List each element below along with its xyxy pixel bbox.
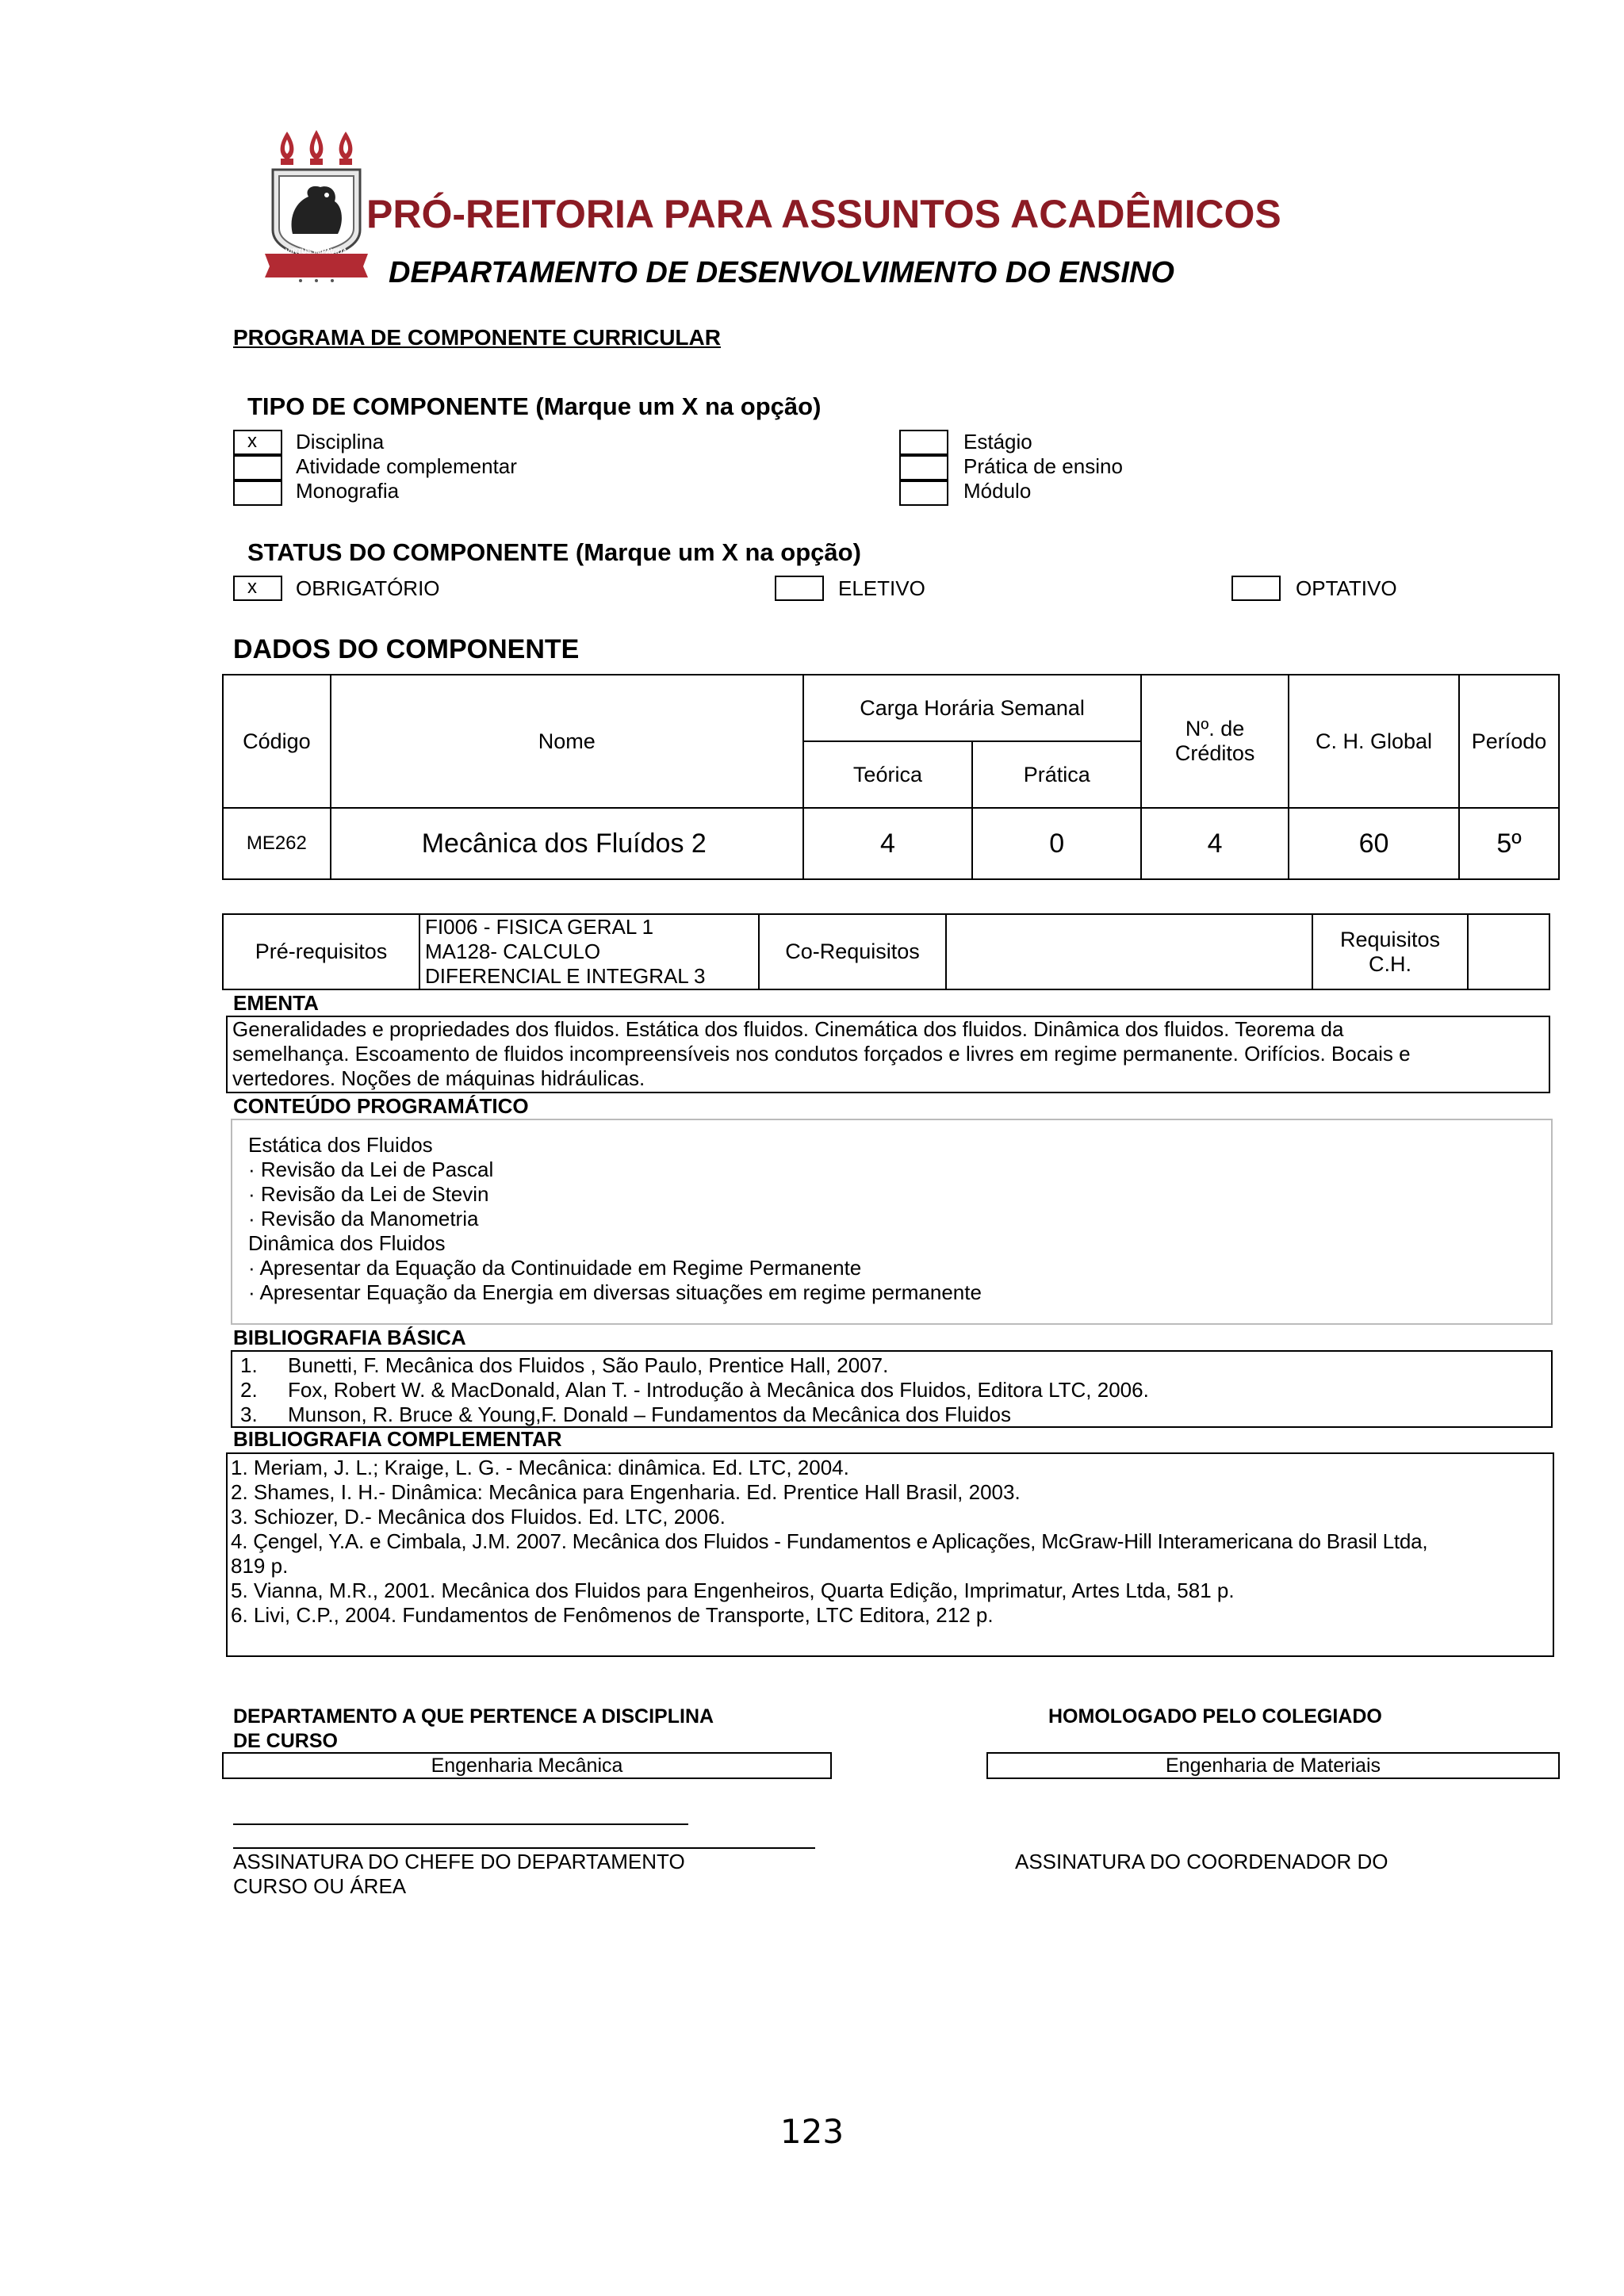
signature-line <box>233 1823 688 1825</box>
tipo-atividade-checkbox[interactable] <box>233 455 282 480</box>
dept-label-line1: DEPARTAMENTO A QUE PERTENCE A DISCIPLINA <box>233 1705 714 1728</box>
header-periodo: Período <box>1459 675 1559 808</box>
ementa-line: Generalidades e propriedades dos fluidos. Estática dos fluidos. Cinemática dos fluidos. Dinâmica dos fluidos. Teorema da <box>232 1017 1344 1041</box>
tipo-estagio-label: Estágio <box>963 430 1032 453</box>
conteudo-line: Estática dos Fluidos <box>248 1133 433 1157</box>
header-ch-global: C. H. Global <box>1289 675 1459 808</box>
status-eletivo-checkbox[interactable] <box>775 576 824 601</box>
bib-complementar-heading: BIBLIOGRAFIA COMPLEMENTAR <box>233 1427 562 1451</box>
tipo-heading: TIPO DE COMPONENTE (Marque um X na opção) <box>247 392 822 420</box>
homologado-value-field: Engenharia de Materiais <box>986 1752 1560 1779</box>
logo-motto-text: VIRTUS IMPAVIDA <box>285 247 348 255</box>
tipo-modulo-checkbox[interactable] <box>899 480 948 506</box>
header-codigo: Código <box>223 675 331 808</box>
bib-complementar-line: 6. Livi, C.P., 2004. Fundamentos de Fenômenos de Transporte, LTC Editora, 212 p. <box>231 1603 994 1627</box>
pre-requisito-line: FI006 - FISICA GERAL 1 <box>425 915 654 939</box>
bib-basica-num: 3. <box>240 1402 258 1426</box>
value-pratica: 0 <box>972 808 1141 879</box>
signature-right-caption: ASSINATURA DO COORDENADOR DO <box>1015 1850 1388 1873</box>
bib-basica-item <box>237 1353 1551 1378</box>
conteudo-box <box>231 1119 1553 1325</box>
header-creditos-line1: Nº. de <box>1185 717 1245 740</box>
value-nome: Mecânica dos Fluídos 2 <box>331 808 803 879</box>
page-subtitle: DEPARTAMENTO DE DESENVOLVIMENTO DO ENSINO <box>389 256 1174 289</box>
status-eletivo-label: ELETIVO <box>838 576 925 600</box>
conteudo-line: · Apresentar da Equação da Continuidade em Regime Permanente <box>248 1256 862 1280</box>
bib-complementar-line: 2. Shames, I. H.- Dinâmica: Mecânica para Engenharia. Ed. Prentice Hall Brasil, 2003. <box>231 1480 1021 1504</box>
tipo-estagio-checkbox[interactable] <box>899 430 948 455</box>
header-creditos <box>1141 675 1289 808</box>
conteudo-line: Dinâmica dos Fluidos <box>248 1231 446 1255</box>
tipo-monografia-label: Monografia <box>296 479 400 503</box>
bib-complementar-line: 819 p. <box>231 1554 289 1578</box>
pre-requisito-line: MA128- CALCULO <box>425 939 601 963</box>
bib-basica-text: Bunetti, F. Mecânica dos Fluidos , São Paulo, Prentice Hall, 2007. <box>288 1353 889 1377</box>
pre-requisitos-value <box>419 914 759 989</box>
status-heading: STATUS DO COMPONENTE (Marque um X na opção) <box>247 538 861 566</box>
signature-left-line2: CURSO OU ÁREA <box>233 1874 407 1898</box>
bib-basica-num: 2. <box>240 1378 258 1402</box>
tipo-monografia-checkbox[interactable] <box>233 480 282 506</box>
bib-basica-text: Fox, Robert W. & MacDonald, Alan T. - Introdução à Mecânica dos Fluidos, Editora LTC, 2006. <box>288 1378 1149 1402</box>
pre-requisito-line: DIFERENCIAL E INTEGRAL 3 <box>425 964 706 988</box>
tipo-modulo-label: Módulo <box>963 479 1032 503</box>
bib-complementar-box <box>226 1452 1554 1657</box>
value-creditos: 4 <box>1141 808 1289 879</box>
tipo-right-labels <box>963 430 1123 503</box>
dept-label <box>233 1705 714 1754</box>
tipo-atividade-label: Atividade complementar <box>296 454 517 478</box>
bib-basica-item <box>237 1378 1551 1402</box>
requisitos-ch-value <box>1468 914 1549 989</box>
co-requisitos-label: Co-Requisitos <box>759 914 946 989</box>
conteudo-line: · Apresentar Equação da Energia em diversas situações em regime permanente <box>248 1280 982 1304</box>
status-optativo-checkbox[interactable] <box>1231 576 1281 601</box>
signature-left-caption <box>233 1850 685 1899</box>
value-ch-global: 60 <box>1289 808 1459 879</box>
requisitos-ch-label <box>1312 914 1468 989</box>
page-title: PRÓ-REITORIA PARA ASSUNTOS ACADÊMICOS <box>366 192 1281 236</box>
ementa-line: vertedores. Noções de máquinas hidráulicas. <box>232 1066 645 1090</box>
header-carga: Carga Horária Semanal <box>803 675 1142 741</box>
header-nome: Nome <box>331 675 803 808</box>
bib-basica-box <box>231 1350 1553 1428</box>
header-creditos-line2: Créditos <box>1174 741 1255 765</box>
header-pratica: Prática <box>972 741 1141 808</box>
requisitos-ch-line1: Requisitos <box>1339 927 1441 951</box>
signature-line <box>233 1847 815 1849</box>
ementa-heading: EMENTA <box>233 991 319 1015</box>
dept-label-line2: DE CURSO <box>233 1730 338 1752</box>
co-requisitos-value <box>946 914 1312 989</box>
tipo-left-labels <box>296 430 517 503</box>
tipo-disciplina-label: Disciplina <box>296 430 385 453</box>
bib-basica-item <box>237 1402 1551 1427</box>
bib-basica-text: Munson, R. Bruce & Young,F. Donald – Fundamentos da Mecânica dos Fluidos <box>288 1402 1011 1426</box>
bib-basica-num: 1. <box>240 1353 258 1377</box>
logo-motto <box>267 131 366 281</box>
bib-complementar-line: 5. Vianna, M.R., 2001. Mecânica dos Fluidos para Engenheiros, Quarta Edição, Imprimatur, Artes Ltda, 581 p. <box>231 1578 1235 1602</box>
dados-heading: DADOS DO COMPONENTE <box>233 634 580 664</box>
tipo-pratica-checkbox[interactable] <box>899 455 948 480</box>
requisitos-ch-line2: C.H. <box>1369 951 1411 976</box>
ementa-box <box>226 1016 1550 1093</box>
homologado-label: HOMOLOGADO PELO COLEGIADO <box>1048 1705 1382 1728</box>
tipo-pratica-label: Prática de ensino <box>963 454 1123 478</box>
dados-table <box>222 674 1560 880</box>
conteudo-heading: CONTEÚDO PROGRAMÁTICO <box>233 1094 529 1118</box>
bib-complementar-line: 1. Meriam, J. L.; Kraige, L. G. - Mecânica: dinâmica. Ed. LTC, 2004. <box>231 1456 849 1479</box>
conteudo-line: · Revisão da Lei de Pascal <box>248 1158 494 1181</box>
conteudo-line: · Revisão da Manometria <box>248 1207 479 1230</box>
tipo-disciplina-checkbox[interactable]: x <box>233 430 282 455</box>
header-teorica: Teórica <box>803 741 972 808</box>
ementa-line: semelhança. Escoamento de fluidos incompreensíveis nos condutos forçados e livres em regime permanente. Orifícios. Bocais e <box>232 1042 1411 1066</box>
status-obrigatorio-checkbox[interactable]: x <box>233 576 282 601</box>
conteudo-line: · Revisão da Lei de Stevin <box>248 1182 489 1206</box>
signature-left-line1: ASSINATURA DO CHEFE DO DEPARTAMENTO <box>233 1850 685 1873</box>
value-periodo: 5º <box>1459 808 1559 879</box>
program-title: PROGRAMA DE COMPONENTE CURRICULAR <box>233 325 721 350</box>
bib-complementar-line: 3. Schiozer, D.- Mecânica dos Fluidos. Ed. LTC, 2006. <box>231 1505 726 1529</box>
bib-basica-heading: BIBLIOGRAFIA BÁSICA <box>233 1326 466 1349</box>
dept-value-field: Engenharia Mecânica <box>222 1752 832 1779</box>
value-codigo: ME262 <box>223 808 331 879</box>
pre-requisitos-label: Pré-requisitos <box>223 914 419 989</box>
page-number: 123 <box>779 2112 845 2151</box>
requisitos-table <box>222 913 1550 990</box>
status-obrigatorio-label: OBRIGATÓRIO <box>296 576 440 600</box>
status-optativo-label: OPTATIVO <box>1296 576 1397 600</box>
bib-complementar-line: 4. Çengel, Y.A. e Cimbala, J.M. 2007. Mecânica dos Fluidos - Fundamentos e Aplicações, McGraw-Hill Interamericana do Brasil Ltda, <box>231 1529 1428 1553</box>
value-teorica: 4 <box>803 808 972 879</box>
